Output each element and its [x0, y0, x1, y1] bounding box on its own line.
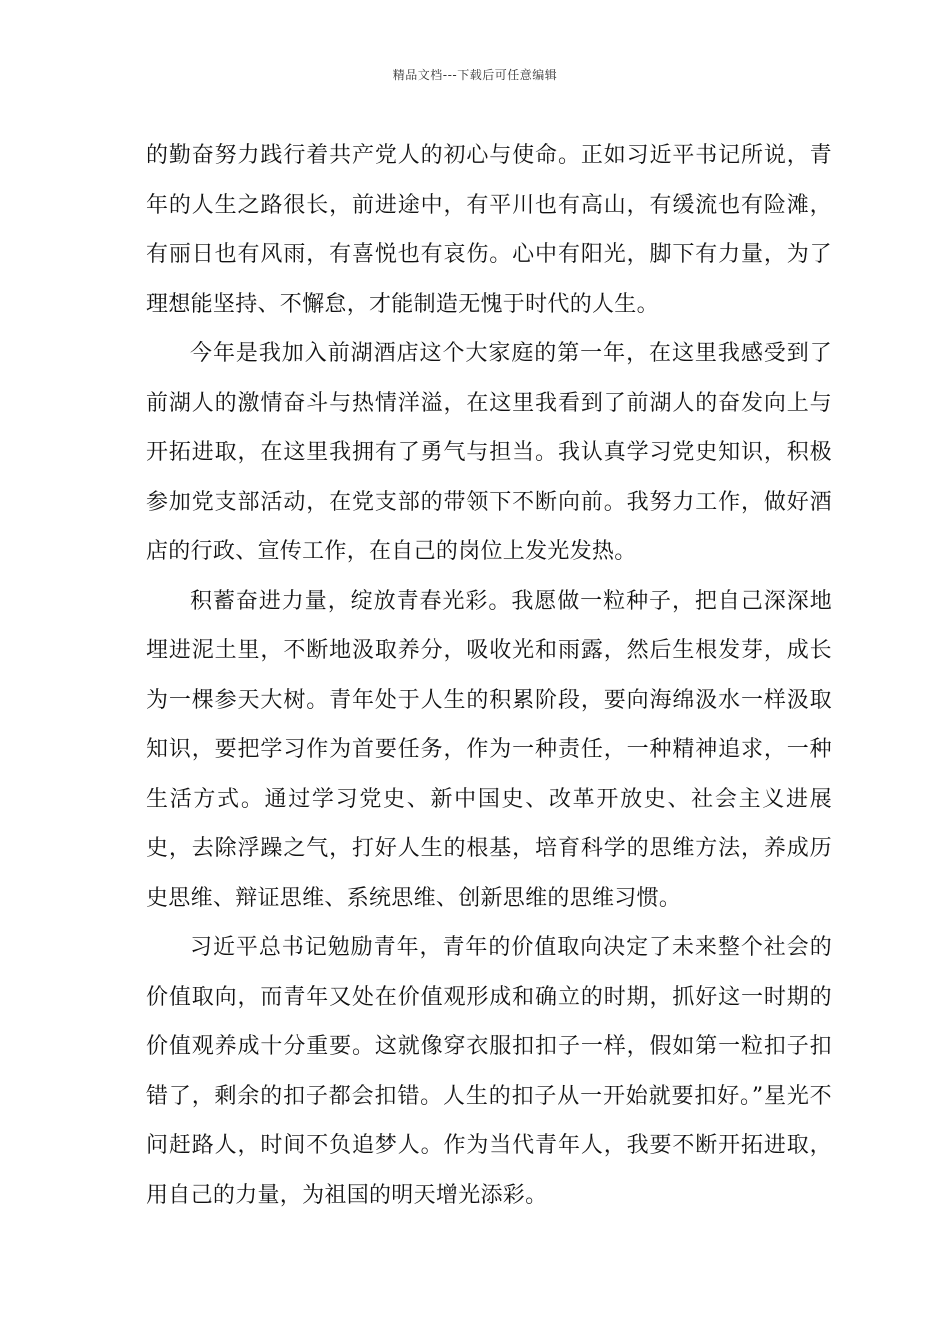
- paragraph-3: 积蓄奋进力量，绽放青春光彩。我愿做一粒种子，把自己深深地埋进泥土里，不断地汲取养分，吸收光和雨露，然后生根发芽，成长为一棵参天大树。青年处于人生的积累阶段，要向海绵汲水一样汲取知识，要把学习作为首要任务，作为一种责任，一种精神追求，一种生活方式。通过学习党史、新中国史、改革开放史、社会主义进展史，去除浮躁之气，打好人生的根基，培育科学的思维方法，养成历史思维、辩证思维、系统思维、创新思维的思维习惯。: [146, 588, 832, 911]
- paragraph-1: 的勤奋努力践行着共产党人的初心与使命。正如习近平书记所说，青年的人生之路很长，前进途中，有平川也有高山，有缓流也有险滩，有丽日也有风雨，有喜悦也有哀伤。心中有阳光，脚下有力量，为了理想能坚持、不懈怠，才能制造无愧于时代的人生。: [146, 143, 832, 317]
- paragraph-4: 习近平总书记勉励青年，青年的价值取向决定了未来整个社会的价值取向，而青年又处在价值观形成和确立的时期，抓好这一时期的价值观养成十分重要。这就像穿衣服扣扣子一样，假如第一粒扣子扣错了，剩余的扣子都会扣错。人生的扣子从一开始就要扣好。”星光不问赶路人，时间不负追梦人。作为当代青年人，我要不断开拓进取，用自己的力量，为祖国的明天增光添彩。: [146, 935, 832, 1208]
- paragraph-2: 今年是我加入前湖酒店这个大家庭的第一年，在这里我感受到了前湖人的激情奋斗与热情洋溢，在这里我看到了前湖人的奋发向上与开拓进取，在这里我拥有了勇气与担当。我认真学习党史知识，积极参加党支部活动，在党支部的带领下不断向前。我努力工作，做好酒店的行政、宣传工作，在自己的岗位上发光发热。: [146, 341, 832, 564]
- page-header: 精品文档---下载后可任意编辑: [392, 68, 558, 82]
- document-body: [146, 131, 832, 1220]
